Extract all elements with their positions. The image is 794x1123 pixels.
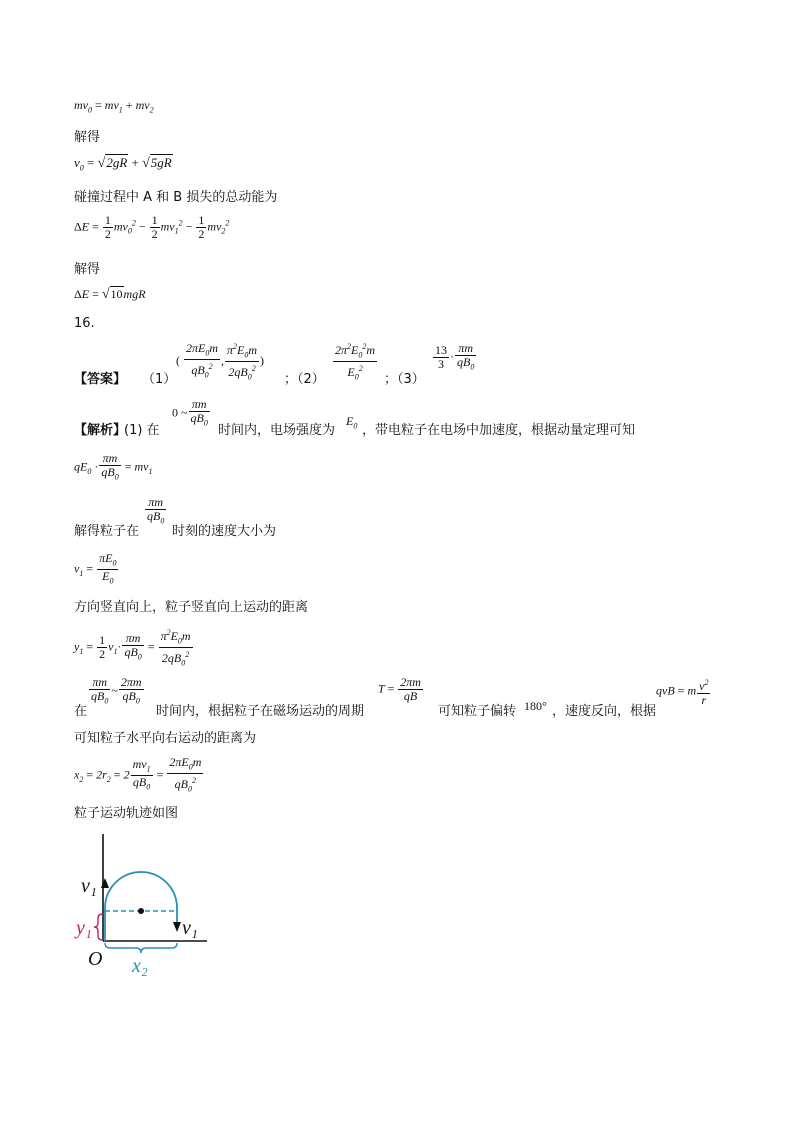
deflect-degree: 180° xyxy=(524,699,547,713)
speed-at-label: 时刻的速度大小为 xyxy=(172,524,277,539)
energy-intro: 碰撞过程中 A 和 B 损失的总动能为 xyxy=(74,190,278,205)
analysis-cont: 时间内，电场强度为 xyxy=(218,423,336,438)
trajectory-diagram xyxy=(70,826,220,986)
solve-at-label: 解得粒子在 xyxy=(74,524,140,539)
question-number: 16. xyxy=(74,316,95,331)
solve-label-2: 解得 xyxy=(74,262,101,277)
answer-part1-label: （1） xyxy=(142,372,177,387)
trajectory-arc xyxy=(105,872,177,908)
lorentz-equation: qvB = m $\frac{v^2}{r}$ xyxy=(656,678,709,707)
impulse-equation: $qE_0$ · $\frac{\pi m}{qB_0}$ = $mv_1$ xyxy=(74,451,153,482)
v1-equation: $v_1$ = $\frac{\pi E_0}{E_0}$ xyxy=(74,551,117,586)
center-dot xyxy=(138,908,144,914)
time-point: $\frac{\pi m}{qB_0}$ xyxy=(147,495,165,526)
in-time-label: 在 xyxy=(74,704,88,719)
arrow-down-icon xyxy=(173,922,181,932)
horizontal-distance-text: 可知粒子水平向右运动的距离为 xyxy=(74,731,257,746)
answer-part2-label: ；（2） xyxy=(284,372,325,387)
v1-left-label: v₁ xyxy=(81,875,97,897)
in-time-cont: 时间内，根据粒子在磁场运动的周期 xyxy=(156,704,365,719)
answer-part3: $\frac{13}{3}$ · $\frac{\pi m}{qB_0}$ xyxy=(435,341,475,372)
delta-e-result: ΔE = √10mgR xyxy=(74,287,146,302)
deflect-label: 可知粒子偏转 xyxy=(438,704,517,719)
trajectory-text: 粒子运动轨迹如图 xyxy=(74,806,179,821)
deflect-cont: ，速度反向，根据 xyxy=(552,704,657,719)
time-range-2: $\frac{\pi m}{qB_0}$ ~ $\frac{2\pi m}{qB_0}$ xyxy=(91,675,142,706)
answer-part1: ( $\frac{2\pi E_0m}{qB_0^2}$ , $\frac{\pi^2E_0m}{2qB_0^2}$ ) xyxy=(176,341,265,382)
answer-part3-label: ；（3） xyxy=(384,372,425,387)
time-range-1: 0 ~ $\frac{\pi m}{qB_0}$ xyxy=(172,397,208,428)
direction-text: 方向竖直向上，粒子竖直向上运动的距离 xyxy=(74,600,309,615)
analysis-intro: (1) 在 xyxy=(124,423,160,438)
momentum-equation: $mv_0 = mv_1 + mv_2$ xyxy=(74,98,154,115)
answer-part2: $\frac{2\pi^2E_0^2m}{E_0^2}$ xyxy=(335,342,376,382)
v1-right-label: v₁ xyxy=(182,917,198,939)
period-equation: T = $\frac{2\pi m}{qB}$ xyxy=(378,675,421,703)
x2-label: x₂ xyxy=(132,955,148,977)
y1-brace xyxy=(94,914,103,940)
solve-label-1: 解得 xyxy=(74,130,101,145)
energy-equation: ΔE = $\frac{1}{2}$ $mv_0^2$ − $\frac{1}{2}$ $mv_1^2$ − $\frac{1}{2}$ $mv_2^2$ xyxy=(74,213,230,241)
y1-label: y₁ xyxy=(76,917,92,939)
analysis-label: 【解析】 xyxy=(74,423,127,438)
answer-label: 【答案】 xyxy=(74,372,127,387)
origin-label: O xyxy=(88,948,103,970)
analysis-cont2: ，带电粒子在电场中加速度，根据动量定理可知 xyxy=(362,423,636,438)
x2-brace xyxy=(105,943,177,953)
e0-symbol: $E_0$ xyxy=(346,414,358,431)
v0-equation: $v_0 = √2gR + √5gR$ xyxy=(74,155,172,173)
arrow-up-icon xyxy=(101,878,109,888)
y1-equation: $y_1$ = $\frac{1}{2}$ $v_1\cdot$ $\frac{\pi m}{qB_0}$ = $\frac{\pi^2E_0m}{2qB_0^2}$ xyxy=(74,628,191,668)
x2-equation: $x_2 = 2r_2 = 2$ $\frac{mv_1}{qB_0}$ = $\frac{2\pi E_0m}{qB_0^2}$ xyxy=(74,755,202,794)
